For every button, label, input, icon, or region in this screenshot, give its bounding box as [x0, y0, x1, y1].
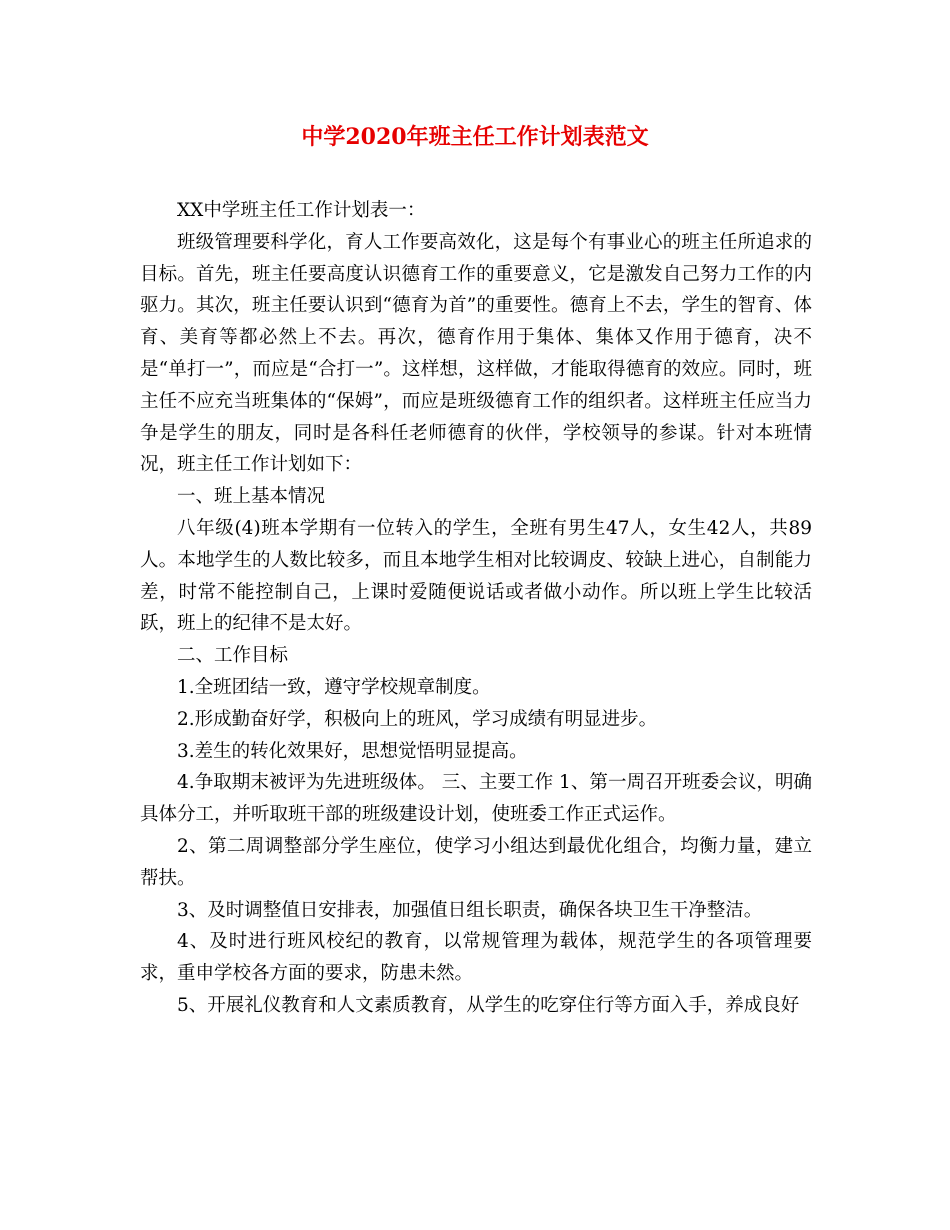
- section-heading-work-goals: 二、工作目标: [177, 645, 289, 667]
- goal-item-3: 3.差生的转化效果好，思想觉悟明显提高。: [177, 740, 528, 762]
- goal-item-2: 2.形成勤奋好学，积极向上的班风，学习成绩有明显进步。: [177, 708, 658, 730]
- work-item-3: 3、及时调整值日安排表，加强值日组长职责，确保各块卫生干净整洁。: [177, 899, 763, 921]
- work-item-2: 2、第二周调整部分学生座位，使学习小组达到最优化组合，均衡力量，建立帮扶。: [140, 835, 812, 889]
- paragraph-introduction: 班级管理要科学化，育人工作要高效化，这是每个有事业心的班主任所追求的目标。首先，班主任要高度认识德育工作的重要意义，它是激发自己努力工作的内驱力。其次，班主任要认识到“德育为首”的重要性。德育上不去，学生的智育、体育、美育等都必然上不去。再次，德育作用于集体、集体又作用于德育，决不是“单打一”，而应是“合打一”。这样想，这样做，才能取得德育的效应。同时，班主任不应充当班集体的“保姆”，而应是班级德育工作的组织者。这样班主任应当力争是学生的朋友，同时是各科任老师德育的伙伴，学校领导的参谋。针对本班情况，班主任工作计划如下：: [140, 231, 812, 476]
- document-body: [140, 195, 812, 1022]
- goal-item-4-and-main-work-1: 4.争取期末被评为先进班级体。 三、主要工作 1、第一周召开班委会议，明确具体分工，并听取班干部的班级建设计划，使班委工作正式运作。: [140, 772, 812, 826]
- paragraph-heading-plan-one: XX中学班主任工作计划表一：: [177, 200, 426, 221]
- document-title: 中学2020年班主任工作计划表范文: [301, 124, 649, 150]
- paragraph-class-situation: 八年级(4)班本学期有一位转入的学生，全班有男生47人，女生42人，共89人。本地学生的人数比较多，而且本地学生相对比较调皮、较缺上进心，自制能力差，时常不能控制自己，上课时爱随便说话或者做小动作。所以班上学生比较活跃，班上的纪律不是太好。: [140, 517, 812, 635]
- work-item-5: 5、开展礼仪教育和人文素质教育，从学生的吃穿住行等方面入手，养成良好: [177, 994, 800, 1016]
- work-item-4: 4、及时进行班风校纪的教育，以常规管理为载体，规范学生的各项管理要求，重申学校各方面的要求，防患未然。: [140, 931, 812, 985]
- goal-item-1: 1.全班团结一致，遵守学校规章制度。: [177, 676, 491, 698]
- section-heading-basic-situation: 一、班上基本情况: [177, 486, 326, 508]
